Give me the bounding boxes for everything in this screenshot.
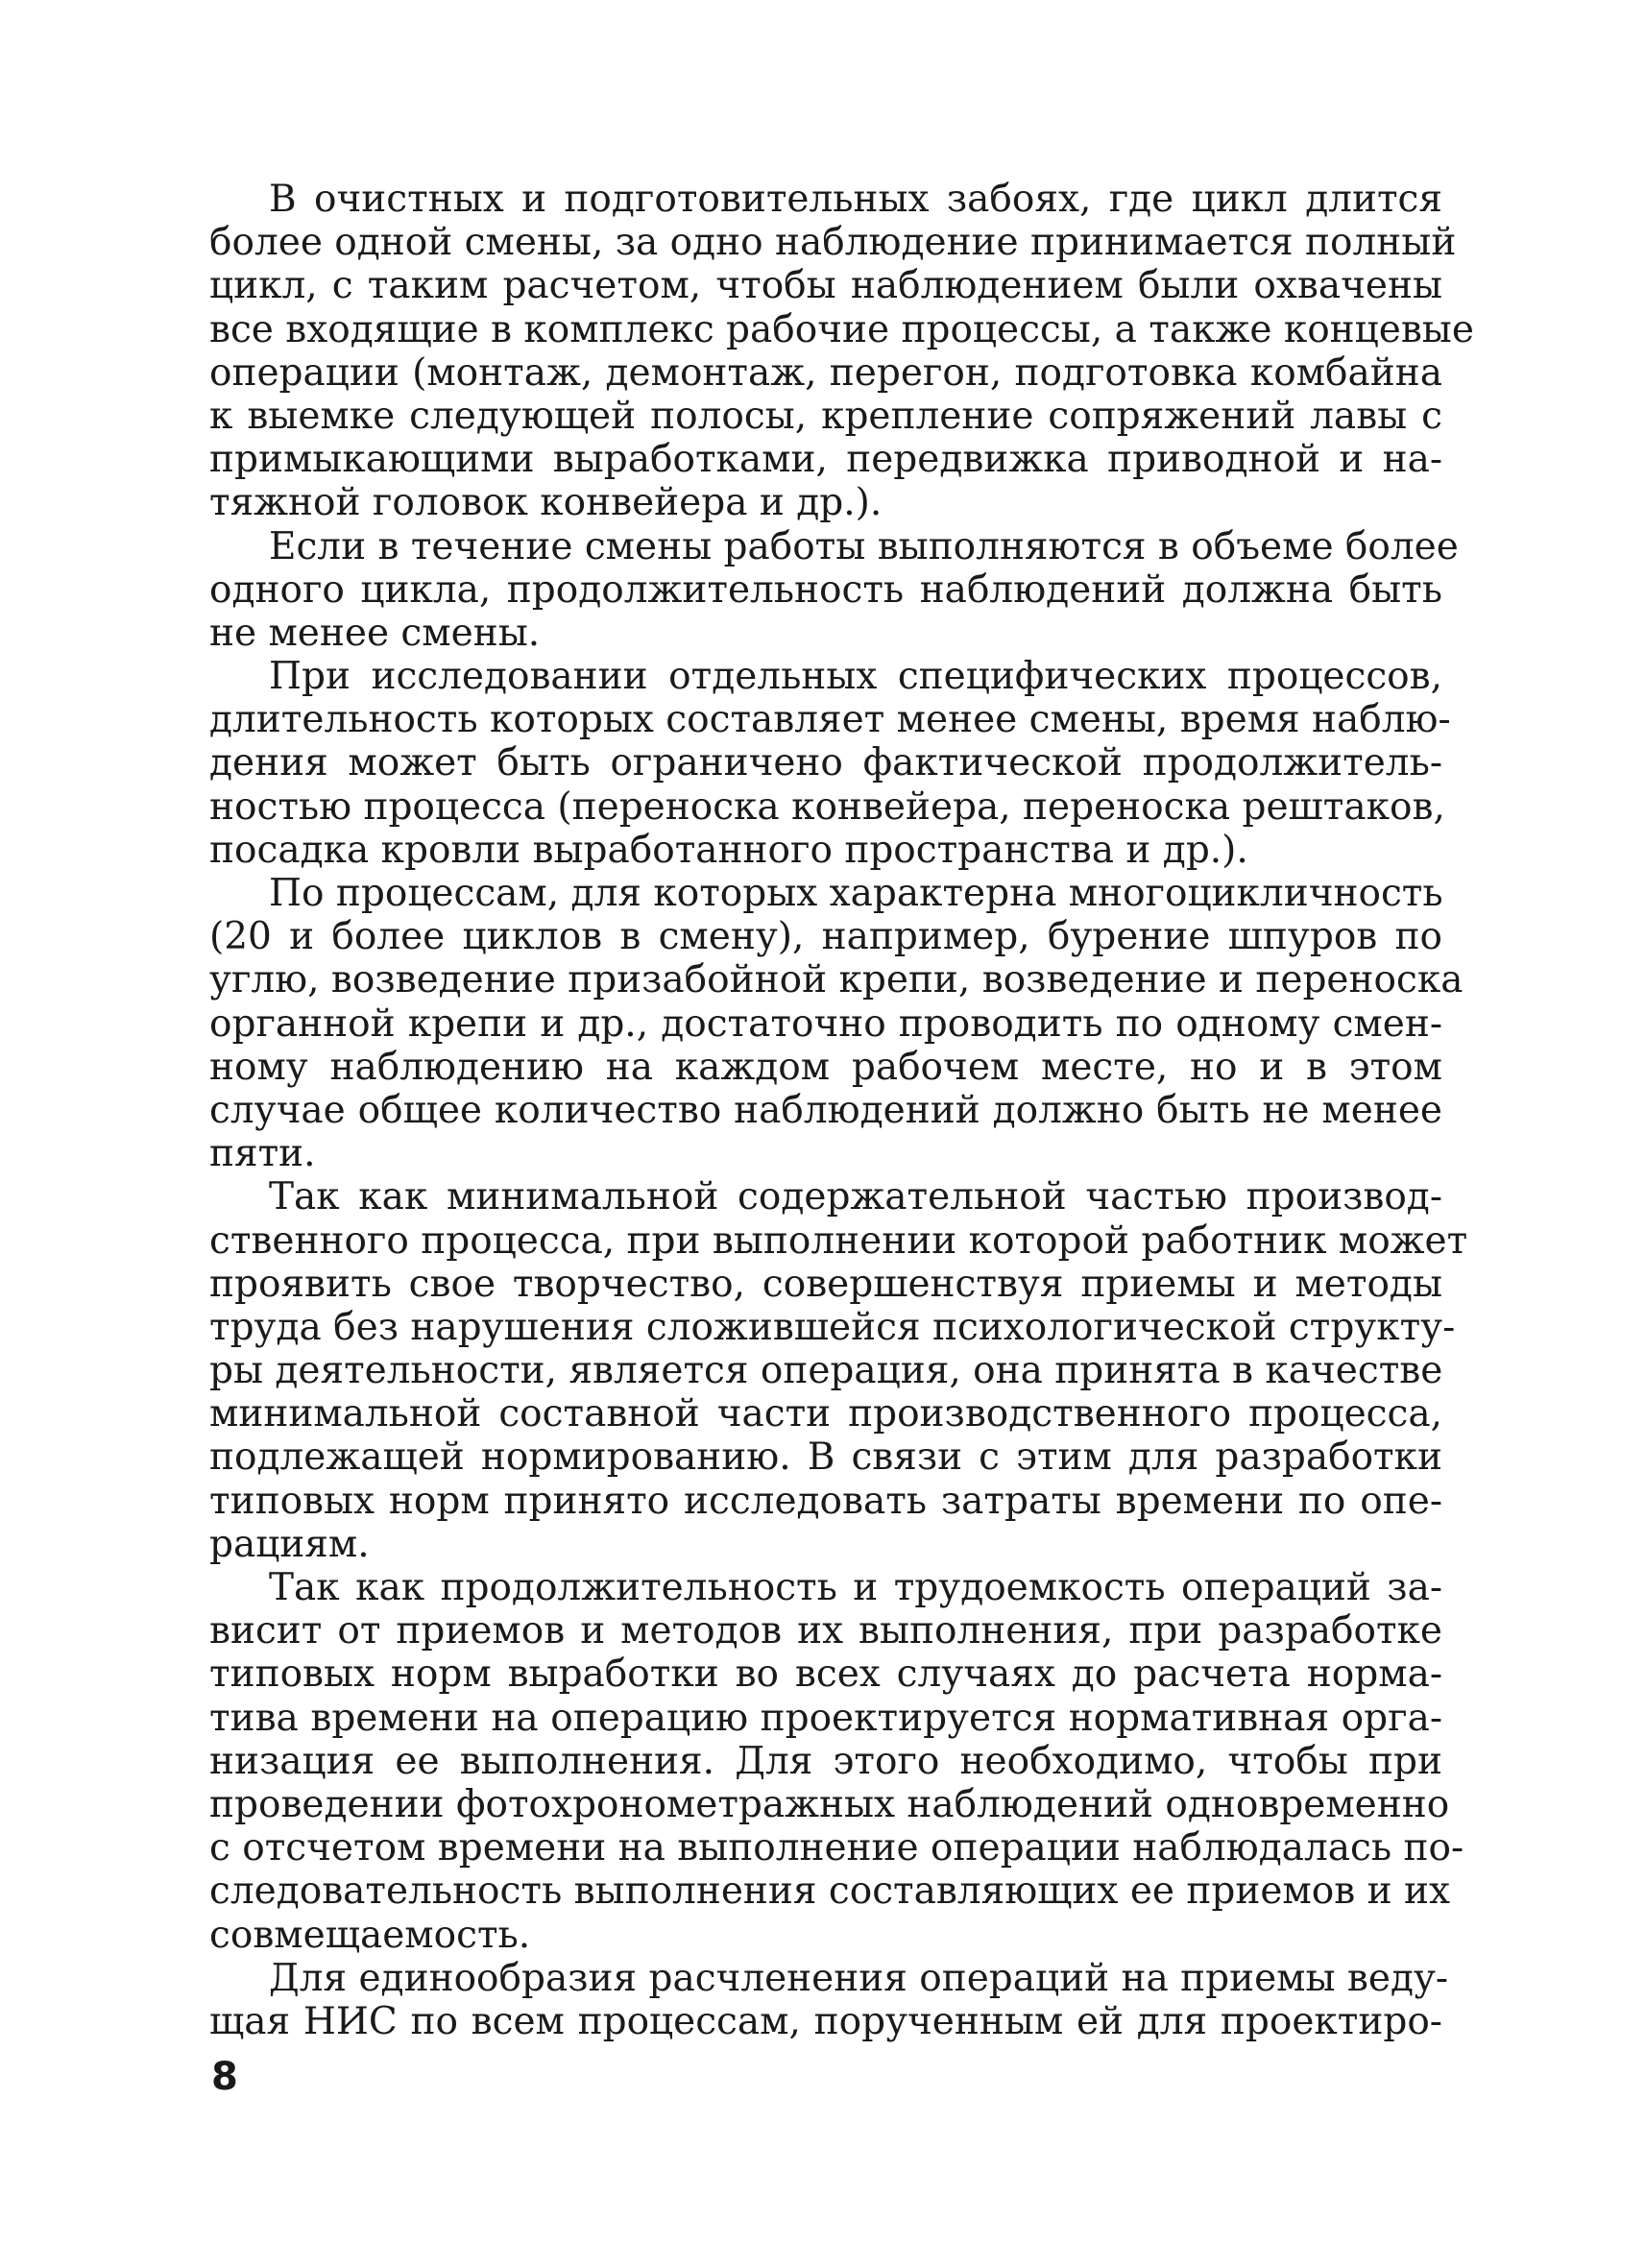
paragraph-6 xyxy=(209,1566,1464,1957)
text-line: типовых норм принято исследовать затраты времени по опе- xyxy=(209,1479,1442,1523)
text-line: низация ее выполнения. Для этого необходимо, чтобы при xyxy=(209,1739,1442,1783)
text-line: более одной смены, за одно наблюдение принимается полный xyxy=(209,221,1457,265)
text-line: цикл, с таким расчетом, чтобы наблюдением были охвачены xyxy=(209,264,1442,308)
text-line: Если в течение смены работы выполняются в объеме более xyxy=(269,524,1459,568)
text-line: висит от приемов и методов их выполнения, при разработке xyxy=(209,1609,1442,1653)
paragraph-7 xyxy=(209,1956,1449,2043)
text-line: не менее смены. xyxy=(209,611,541,655)
text-line: тива времени на операцию проектируется нормативная орга- xyxy=(209,1696,1442,1740)
text-line: (20 и более циклов в смену), например, бурение шпуров по xyxy=(209,915,1442,959)
text-line: случае общее количество наблюдений должно быть не менее xyxy=(209,1088,1442,1132)
text-line: все входящие в комплекс рабочие процессы, а также концевые xyxy=(209,307,1474,351)
text-line: ры деятельности, является операция, она принята в качестве xyxy=(209,1349,1443,1393)
text-line: операции (монтаж, демонтаж, перегон, подготовка комбайна xyxy=(209,350,1442,395)
text-line: типовых норм выработки во всех случаях до расчета норма- xyxy=(209,1653,1442,1697)
text-line: труда без нарушения сложившейся психологической структу- xyxy=(209,1305,1456,1349)
text-line: к выемке следующей полосы, крепление сопряжений лавы с xyxy=(209,394,1442,438)
text-line: длительность которых составляет менее смены, время наблю- xyxy=(209,698,1451,742)
text-line: рациям. xyxy=(209,1522,370,1566)
text-line: Для единообразия расчленения операций на приемы веду- xyxy=(269,1956,1449,2000)
text-line: По процессам, для которых характерна многоцикличность xyxy=(269,872,1443,915)
text-line: подлежащей нормированию. В связи с этим для разработки xyxy=(209,1436,1442,1480)
text-line: углю, возведение призабойной крепи, возведение и переноска xyxy=(209,958,1464,1002)
text-line: пяти. xyxy=(209,1132,316,1176)
text-line: примыкающими выработками, передвижка приводной и на- xyxy=(209,438,1442,482)
text-line: Так как минимальной содержательной частью производ- xyxy=(269,1175,1442,1219)
text-line: органной крепи и др., достаточно проводить по одному смен- xyxy=(209,1001,1442,1046)
text-line: В очистных и подготовительных забоях, где цикл длится xyxy=(269,178,1442,221)
text-line: ственного процесса, при выполнении которой работник может xyxy=(209,1218,1468,1263)
text-line: ностью процесса (переноска конвейера, переноска рештаков, xyxy=(209,784,1445,829)
paragraph-5 xyxy=(209,1175,1468,1566)
text-line: проявить свое творчество, совершенствуя приемы и методы xyxy=(209,1262,1442,1306)
text-line: Так как продолжительность и трудоемкость операций за- xyxy=(269,1566,1442,1609)
text-line: минимальной составной части производственного процесса, xyxy=(209,1392,1442,1436)
text-line: посадка кровли выработанного пространства и др.). xyxy=(209,828,1248,872)
paragraph-1 xyxy=(209,178,1474,525)
text-line: щая НИС по всем процессам, порученным ей для проектиро- xyxy=(209,1999,1442,2043)
text-line: проведении фотохронометражных наблюдений одновременно xyxy=(209,1782,1450,1826)
text-line: одного цикла, продолжительность наблюдений должна быть xyxy=(209,567,1442,612)
document-page xyxy=(209,178,1474,2043)
paragraph-3 xyxy=(209,655,1451,872)
paragraph-4 xyxy=(209,872,1464,1176)
paragraph-2 xyxy=(209,524,1459,656)
text-line: совмещаемость. xyxy=(209,1913,531,1957)
text-line: ному наблюдению на каждом рабочем месте, но и в этом xyxy=(209,1045,1442,1089)
page-number: 8 xyxy=(211,2055,238,2099)
text-line: При исследовании отдельных специфических процессов, xyxy=(269,655,1442,699)
text-line: следовательность выполнения составляющих ее приемов и их xyxy=(209,1870,1450,1914)
text-line: с отсчетом времени на выполнение операции наблюдалась по- xyxy=(209,1826,1464,1870)
text-line: тяжной головок конвейера и др.). xyxy=(209,481,883,525)
text-line: дения может быть ограничено фактической продолжитель- xyxy=(209,741,1442,785)
